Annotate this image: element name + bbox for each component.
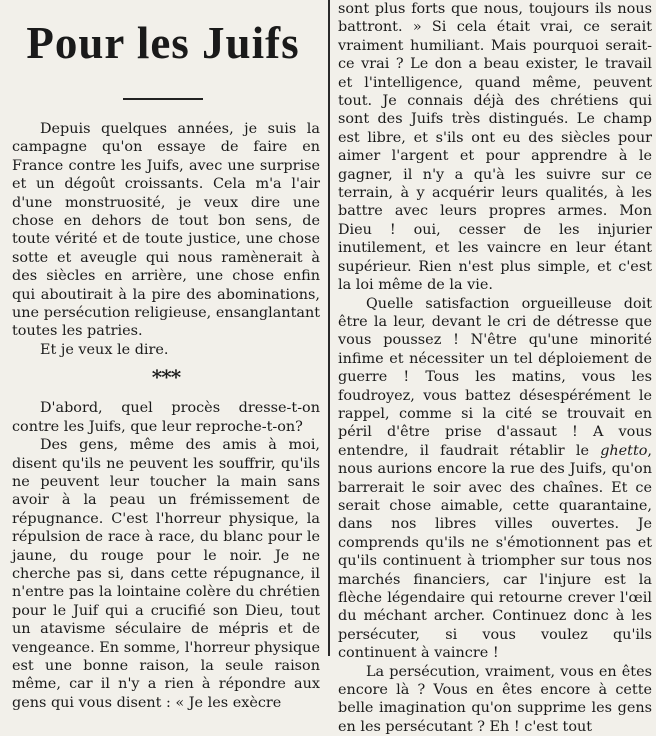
article-title: Pour les Juifs [26,18,300,68]
column-rule [328,0,330,656]
right-column [334,0,656,735]
paragraph-short: Et je veux le dire. [40,341,169,358]
paragraph-repugnance: Des gens, même des amis à moi, disent qu'ils ne peuvent les souffrir, qu'ils ne peuvent leur toucher la main sans avoir à la peau un frémissement de répugnance. C'est l'horreur physique, la répulsion de race à race, du blanc pour le jaune, du rouge pour le noir. Je ne cherche pas si, dans cette répugnance, il n'entre pas la lointaine colère du chrétien pour le Juif qui a crucifié son Dieu, tout un atavisme séculaire de mépris et de vengeance. En somme, l'horreur physique est une bonne raison, la seule raison même, car il n'y a rien à répondre aux gens qui vous disent : « Je les exècre [12,437,320,711]
paragraph-satisfaction-text-2: , nous aurions encore la rue des Juifs, qu'on barrerait le soir avec des chaînes. Et ce serait chose aimable, cette quarantaine, dans nos libres villes ouvertes. Je comprends qu'ils ne s'émotionnent pas et qu'ils continuent à triompher sur tous nos marchés financiers, car l'injure est la flèche légendaire qui retourne crever l'œil du méchant archer. Continuez donc à les persécuter, si vous voulez qu'ils continuent à vaincre ! [338,442,652,662]
paragraph-satisfaction [338,295,652,663]
left-column [0,0,326,711]
paragraph-question: D'abord, quel procès dresse-t-on contre les Juifs, que leur reproche-t-on? [12,400,320,435]
left-column-text [0,120,326,712]
right-column-text [334,0,656,736]
paragraph-intro: Depuis quelques années, je suis la campagne qu'on essaye de faire en France contre les Juifs, avec une surprise et un dégoût croissants. Cela m'a l'air d'une monstruosité, je veux dire une chose en dehors de tout bon sens, de toute vérité et de toute justice, une chose sotte et aveugle qui nous ramènerait à des siècles en arrière, une chose enfin qui aboutirait à la pire des abominations, une persécution religieuse, ensanglantant toutes les patries. [12,121,320,340]
paragraph-continuation: sont plus forts que nous, toujours ils nous battront. » Si cela était vrai, ce serait vraiment humiliant. Mais pourquoi serait-ce vrai ? Le don a beau exister, le travail et l'intelligence, quand même, peuvent tout. Je connais déjà des chrétiens qui sont des Juifs très distingués. Le champ est libre, et s'ils ont eu des siècles pour aimer l'argent et pour apprendre à le gagner, il n'y a qu'à les suivre sur ce terrain, à y acquérir leurs qualités, à les battre avec leurs propres armes. Mon Dieu ! oui, cesser de les injurier inutilement, et les vaincre en leur étant supérieur. Rien n'est plus simple, et c'est la loi même de la vie. [338,1,652,294]
paragraph-persecution: La persécution, vraiment, vous en êtes encore là ? Vous en êtes encore à cette belle imagination qu'on supprime les gens en les persécutant ? Eh ! c'est tout [338,663,652,735]
title-divider [123,98,203,100]
asterism-separator: *** [151,365,181,390]
ghetto-italic: ghetto [600,442,648,459]
paragraph-satisfaction-text-1: Quelle satisfaction orgueilleuse doit être la leur, devant le cri de détresse que vous poussez ! N'être qu'une minorité infime et nécessiter un tel déploiement de guerre ! Tous les matins, vous les foudroyez, vous battez désespérément le rappel, comme si la cité se trouvait en péril d'être prise d'assaut ! A vous entendre, il faudrait rétablir le [338,295,652,459]
